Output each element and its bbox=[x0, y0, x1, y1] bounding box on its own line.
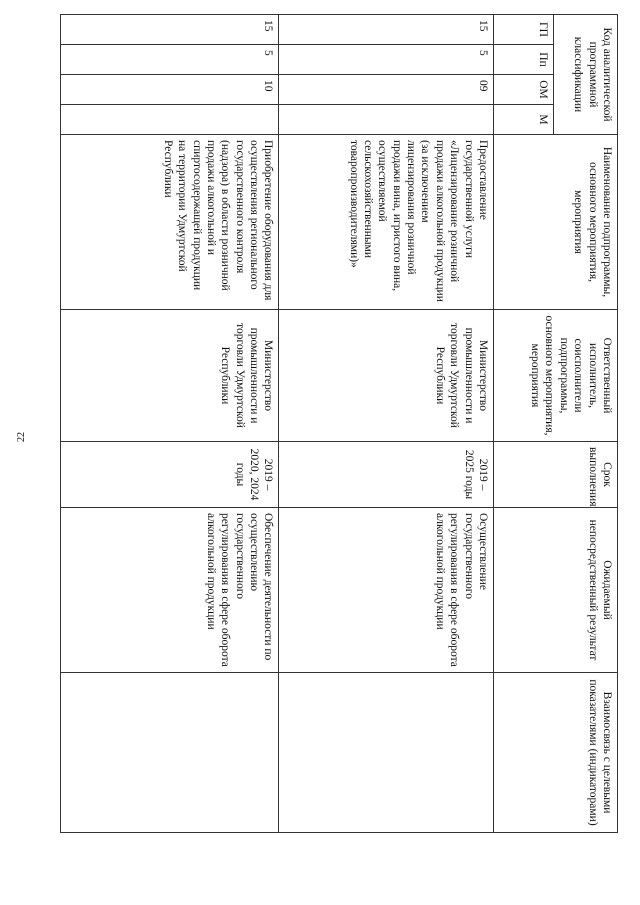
cell-name: Предоставление государственной услуги «Лицензирование розничной продажи алкогольной продукции (за исключением лицензирования розничной продажи вина, игристого вина, осуществляемой сельскохозяйственными товаропроизводителями)» bbox=[279, 135, 494, 310]
header-gp: ГП bbox=[493, 15, 553, 45]
cell-gp: 15 bbox=[279, 15, 494, 45]
table-row bbox=[61, 15, 279, 833]
cell-result: Обеспечение деятельности по осуществлению государственного регулирования в сфере оборота алкогольной продукции bbox=[61, 508, 279, 673]
table-row bbox=[279, 15, 494, 833]
header-term: Срок выполнения bbox=[493, 442, 617, 508]
cell-term: 2019 – 2025 годы bbox=[279, 442, 494, 508]
header-code-group: Код аналитической программной классификации bbox=[553, 15, 617, 135]
rotated-page-content bbox=[60, 14, 618, 832]
header-executor: Ответственный исполнитель, соисполнители подпрограммы, основного мероприятия, мероприятия bbox=[493, 310, 617, 442]
cell-result: Осуществление государственного регулирования в сфере оборота алкогольной продукции bbox=[279, 508, 494, 673]
cell-pp: 5 bbox=[279, 45, 494, 75]
cell-executor: Министерство промышленности и торговли Удмуртской Республики bbox=[61, 310, 279, 442]
cell-name: Приобретение оборудования для осуществления регионального государственного контроля (надзора) в области розничной продажи алкогольной и спиртосодержащей продукции на территории Удмуртской Республики bbox=[61, 135, 279, 310]
cell-gp: 15 bbox=[61, 15, 279, 45]
program-measures-table bbox=[60, 14, 618, 833]
header-m: М bbox=[493, 105, 553, 135]
header-name: Наименование подпрограммы, основного мероприятия, мероприятия bbox=[493, 135, 617, 310]
header-result: Ожидаемый непосредственный результат bbox=[493, 508, 617, 673]
cell-executor: Министерство промышленности и торговли Удмуртской Республики bbox=[279, 310, 494, 442]
header-pp: Пп bbox=[493, 45, 553, 75]
cell-pp: 5 bbox=[61, 45, 279, 75]
cell-link bbox=[61, 673, 279, 833]
cell-om: 10 bbox=[61, 75, 279, 105]
cell-om: 09 bbox=[279, 75, 494, 105]
cell-term: 2019 – 2020, 2024 годы bbox=[61, 442, 279, 508]
cell-m bbox=[279, 105, 494, 135]
header-om: ОМ bbox=[493, 75, 553, 105]
header-link: Взаимосвязь с целевыми показателями (индикаторами) bbox=[493, 673, 617, 833]
cell-link bbox=[279, 673, 494, 833]
table-header-row bbox=[553, 15, 617, 833]
cell-m bbox=[61, 105, 279, 135]
page-number: 22 bbox=[16, 432, 27, 442]
